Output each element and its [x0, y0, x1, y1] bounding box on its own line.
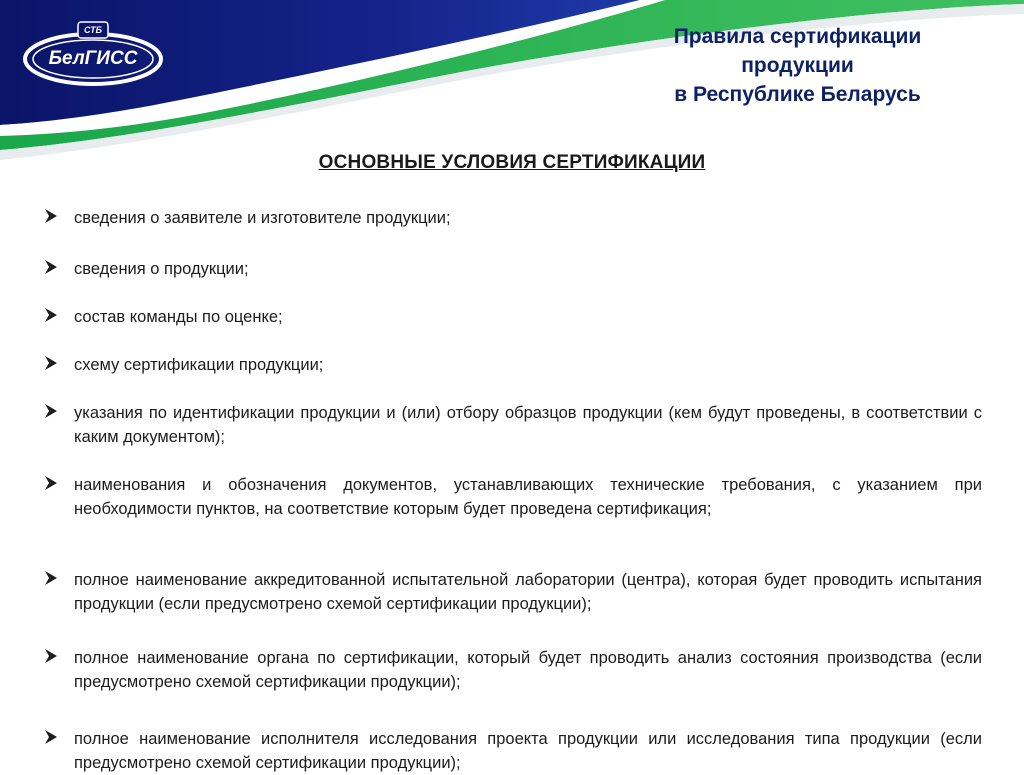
title-line-2: продукции — [741, 54, 854, 77]
title-line-3: в Республике Беларусь — [674, 83, 921, 106]
list-item-text: сведения о продукции; — [74, 260, 249, 278]
list-item-text: наименования и обозначения документов, устанавливающих технические требования, с указанием при необходимости пунктов, на соответствие которым будет проведена сертификация; — [74, 476, 982, 518]
logo-mark: СТБ — [83, 25, 103, 35]
arrow-bullet-icon — [44, 570, 58, 586]
arrow-bullet-icon — [44, 648, 58, 664]
section-heading: ОСНОВНЫЕ УСЛОВИЯ СЕРТИФИКАЦИИ — [318, 152, 706, 173]
list-item-text: сведения о заявителе и изготовителе продукции; — [74, 209, 451, 227]
list-item-text: полное наименование исполнителя исследования проекта продукции или исследования типа продукции (если предусмотрено схемой сертификации продукции); — [74, 730, 982, 772]
logo: БелГИСС — [48, 48, 138, 69]
slide-title — [620, 22, 975, 109]
list-item-text: указания по идентификации продукции и (или) отбору образцов продукции (кем будут проведены, в соответствии с каким документом); — [74, 404, 982, 446]
list-item-text: полное наименование органа по сертификации, который будет проводить анализ состояния производства (если предусмотрено схемой сертификации продукции); — [74, 649, 982, 691]
list-item-text: схему сертификации продукции; — [74, 356, 324, 374]
arrow-bullet-icon — [44, 403, 58, 419]
list-item-text: состав команды по оценке; — [74, 308, 283, 326]
arrow-bullet-icon — [44, 307, 58, 323]
arrow-bullet-icon — [44, 259, 58, 275]
arrow-bullet-icon — [44, 475, 58, 491]
title-line-1: Правила сертификации — [673, 25, 922, 48]
arrow-bullet-icon — [44, 355, 58, 371]
arrow-bullet-icon — [44, 729, 58, 745]
arrow-bullet-icon — [44, 208, 58, 224]
list-item-text: полное наименование аккредитованной испытательной лаборатории (центра), которая будет проводить испытания продукции (если предусмотрено схемой сертификации продукции); — [74, 571, 982, 613]
